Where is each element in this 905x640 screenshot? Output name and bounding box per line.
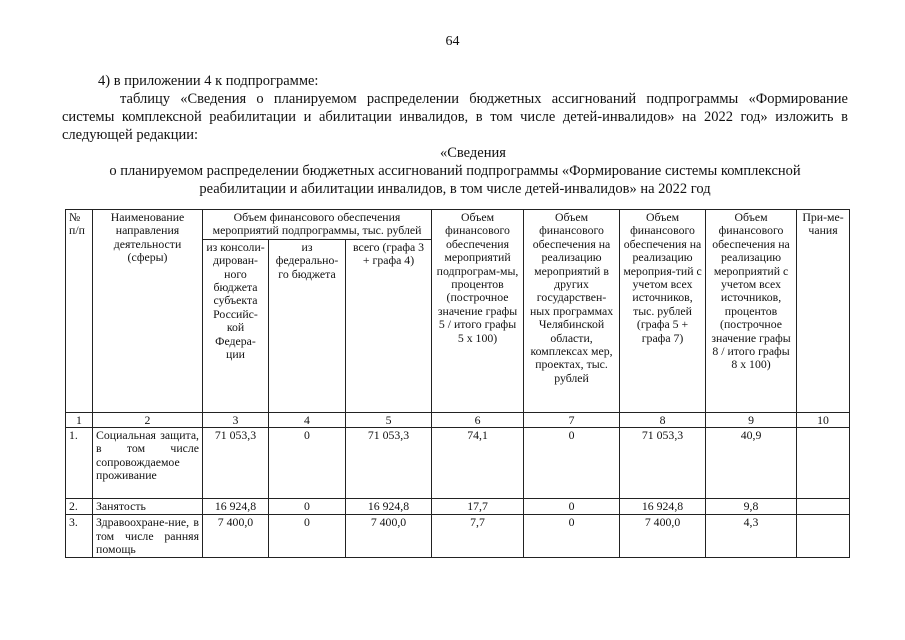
- header-row-1: [66, 210, 850, 240]
- heading-line-1: «Сведения: [440, 145, 506, 161]
- intro-paragraph-line-2: системы комплексной реабилитации и абилитации инвалидов, в том числе детей-инвалидов» на 2022 год» изложить в: [62, 109, 848, 125]
- table-row: [66, 498, 850, 514]
- cell-col-5: 16 924,8: [346, 498, 432, 514]
- intro-paragraph-line-1: таблицу «Сведения о планируемом распределении бюджетных ассигнований подпрограммы «Формирование: [120, 91, 848, 107]
- cell-col-4: 0: [269, 498, 346, 514]
- cell-col-6: 17,7: [432, 498, 524, 514]
- cell-col-7: 0: [524, 498, 620, 514]
- header-col-2: Наименование направления деятельности (сферы): [93, 210, 203, 413]
- column-number: 8: [620, 412, 706, 427]
- cell-col-8: 71 053,3: [620, 427, 706, 498]
- cell-col-7: 0: [524, 427, 620, 498]
- table-row: [66, 515, 850, 558]
- cell-col-10: [797, 515, 850, 558]
- header-col-9: Объем финансового обеспечения на реализацию мероприятий с учетом всех источников, процентов (построчное значение графы 8 / итого графы 8 х 100): [706, 210, 797, 413]
- column-numbers-row: [66, 412, 850, 427]
- header-col-5: всего (графа 3 + графа 4): [346, 239, 432, 412]
- cell-col-8: 7 400,0: [620, 515, 706, 558]
- header-col-6: Объем финансового обеспечения мероприятий подпрограм-мы, процентов (построчное значение графы 5 / итого графы 5 х 100): [432, 210, 524, 413]
- heading-line-3: реабилитации и абилитации инвалидов, в том числе детей-инвалидов» на 2022 год: [199, 181, 711, 197]
- row-number: 1.: [66, 427, 93, 498]
- column-number: 9: [706, 412, 797, 427]
- table-row: [66, 427, 850, 498]
- header-col-8: Объем финансового обеспечения на реализацию мероприя-тий с учетом всех источников, тыс. рублей (графа 5 + графа 7): [620, 210, 706, 413]
- cell-col-5: 7 400,0: [346, 515, 432, 558]
- header-col-10: При-ме-чания: [797, 210, 850, 413]
- column-number: 10: [797, 412, 850, 427]
- header-col-3: из консоли-дирован-ного бюджета субъекта Российс-кой Федера-ции: [203, 239, 269, 412]
- row-number: 3.: [66, 515, 93, 558]
- cell-col-4: 0: [269, 427, 346, 498]
- cell-col-6: 74,1: [432, 427, 524, 498]
- cell-col-9: 4,3: [706, 515, 797, 558]
- budget-table: [65, 209, 850, 558]
- header-col-1: № п/п: [66, 210, 93, 413]
- intro-item: 4) в приложении 4 к подпрограмме:: [98, 73, 319, 89]
- row-number: 2.: [66, 498, 93, 514]
- header-group-3-5: Объем финансового обеспечения мероприятий подпрограммы, тыс. рублей: [203, 210, 432, 240]
- cell-col-3: 16 924,8: [203, 498, 269, 514]
- column-number: 2: [93, 412, 203, 427]
- intro-paragraph-line-3: следующей редакции:: [62, 127, 199, 143]
- cell-col-3: 71 053,3: [203, 427, 269, 498]
- cell-col-7: 0: [524, 515, 620, 558]
- column-number: 3: [203, 412, 269, 427]
- cell-col-6: 7,7: [432, 515, 524, 558]
- column-number: 1: [66, 412, 93, 427]
- cell-col-10: [797, 498, 850, 514]
- cell-col-4: 0: [269, 515, 346, 558]
- cell-col-10: [797, 427, 850, 498]
- column-number: 5: [346, 412, 432, 427]
- column-number: 4: [269, 412, 346, 427]
- cell-col-8: 16 924,8: [620, 498, 706, 514]
- header-col-4: из федерально-го бюджета: [269, 239, 346, 412]
- column-number: 7: [524, 412, 620, 427]
- row-name: Занятость: [93, 498, 203, 514]
- header-col-7: Объем финансового обеспечения на реализацию мероприятий в других государствен-ных программах Челябинской области, комплексах мер, проектах, тыс. рублей: [524, 210, 620, 413]
- row-name: Здравоохране-ние, в том числе ранняя помощь: [93, 515, 203, 558]
- heading-line-2: о планируемом распределении бюджетных ассигнований подпрограммы «Формирование системы комплексной: [109, 163, 801, 179]
- cell-col-9: 9,8: [706, 498, 797, 514]
- page-number: 64: [445, 34, 460, 49]
- column-number: 6: [432, 412, 524, 427]
- cell-col-3: 7 400,0: [203, 515, 269, 558]
- row-name: Социальная защита, в том числе сопровождаемое проживание: [93, 427, 203, 498]
- cell-col-9: 40,9: [706, 427, 797, 498]
- cell-col-5: 71 053,3: [346, 427, 432, 498]
